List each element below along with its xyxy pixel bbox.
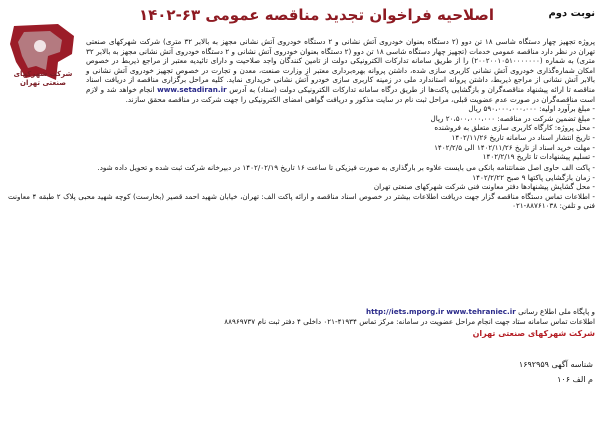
ad-id: شناسه آگهی ۱۶۹۲۹۵۹: [518, 360, 593, 369]
details-list-wide: [8, 163, 595, 211]
intro-end-text: انجام خواهد شد و لازم است مناقصه‌گران در صورت عدم عضویت قبلی، مراحل ثبت نام در سایت مذکور و دریافت گواهی امضای الکترونیکی را جهت شرکت در مناقصه محقق سازند.: [86, 84, 595, 104]
announcement-body: [86, 37, 595, 162]
list-item: - مبلغ تضمین شرکت در مناقصه: ۲۰،۵۰۰،۰۰۰،۰۰۰ ریال: [430, 113, 595, 123]
setadiran-link[interactable]: www.setadiran.ir: [157, 84, 227, 94]
list-item: - اطلاعات تماس دستگاه مناقصه گزار جهت دریافت اطلاعات بیشتر در خصوص اسناد مناقصه و ارائه پاکت الف: تهران، خیابان شهید احمد قصیر (بخارست) کوچه شهید محبی پلاک ۲ طبقه ۴ معاونت فنی و تلفن: ۸۸۷۶۱۰۳۸-۰۲۱: [8, 191, 595, 211]
ad-code: م الف ۱۰۶: [557, 375, 593, 384]
list-item: - محل پروژه: کارگاه کاربری سازی متعلق به فروشنده: [434, 123, 595, 133]
iets-link[interactable]: http://iets.mporg.ir: [365, 307, 445, 316]
announcement-headline: اصلاحیه فراخوان تجدید مناقصه عمومی ۶۳-۱۴۰۲: [138, 6, 495, 24]
company-name: شرکت شهرکهای صنعتی تهران: [472, 329, 595, 338]
list-item: - محل گشایش پیشنهادها دفتر معاونت فنی شرکت شهرکهای صنعتی تهران: [373, 182, 595, 192]
contact-block: [8, 307, 595, 327]
tehraniec-link[interactable]: www.tehraniec.ir: [446, 307, 516, 316]
list-item: - پاکت الف حاوی اصل ضمانتنامه بانکی می بایست علاوه بر بارگذاری به صورت فیزیکی تا ساعت ۱۶ تاریخ ۱۴۰۲/۰۲/۱۹ در دبیرخانه شرکت ثبت شده و تحویل داده شود.: [97, 163, 595, 172]
list-item: - مبلغ برآورد اولیه: ۵۹۰،۰۰۰،۰۰۰،۰۰۰ ریال: [468, 104, 595, 114]
list-item: - مهلت خرید اسناد از تاریخ ۱۴۰۲/۱۱/۲۶ الی ۱۴۰۲/۲/۵: [434, 142, 595, 152]
contact-prefix: و پایگاه ملی اطلاع رسانی: [518, 307, 595, 316]
list-item: - تاریخ انتشار اسناد در سامانه تاریخ ۱۴۰۲/۱۱/۲۶: [451, 132, 595, 142]
intro-paragraph: [86, 37, 595, 104]
intro-text: پروژه تجهیز چهار دستگاه شاسی ۱۸ تن دوو (۲ دستگاه بعنوان خودروی آتش نشانی و ۲ دستگاه خودروی آتش نشانی مجهز به بالابر ۳۲ متری) شرکت شهرکهای صنعتی تهران در نظر دارد مناقصه عمومی خدمات (تجهیز چهار دستگاه شاسی ۱۸ تن دوو (۲ دستگاه بعنوان خودروی آتش نشانی و ۲ دستگاه خودروی آتش نشانی مجهز به بالابر ۳۲ متری) به شماره (۲۰۰۲۰۰۱۰۵۱۰۰۰۰۰۰۰) را از طریق سامانه تدارکات الکترونیکی دولت از تامین کنندگان واجد صلاحیت و دارای تائیدیه معتبر از مراجع ذیربط در خصوص امکان شماره‌گذاری خودروی آتش نشانی کاربری سازی شده، داشتن پروانه بهره‌برداری معتبر از وزارت صنعت، معدن و تجارت در خصوص تجهیز خودروی آتش نشانی و بالابر آتش نشانی از مراجع ذیربط، داشتن پروانه استاندارد ملی در زمینه کاربری سازی خودرو آتش نشانی خریداری نماید. کلیه مراحل برگزاری مناقصه از دریافت اسناد مناقصه تا ارائه پیشنهاد مناقصه‌گران و بازگشایی پاکت‌ها از طریق درگاه سامانه تدارکات الکترونیکی دولت (ستاد) به آدرس: [86, 37, 595, 94]
contact-line-2: اطلاعات تماس سامانه ستاد جهت انجام مراحل عضویت در سامانه: مرکز تماس ۴۱۹۳۴-۰۲۱ داخلی ۴ دفتر ثبت نام ۸۸۹۶۹۷۳۷: [224, 317, 595, 326]
round-label: نوبت دوم: [548, 8, 595, 19]
list-item: - تسلیم پیشنهادات تا تاریخ ۱۴۰۲/۲/۱۹: [482, 152, 595, 162]
details-list: [86, 104, 595, 162]
announcement-body-wide: [8, 163, 595, 211]
logo-text: شرکت شهرکهای صنعتی تهران: [13, 70, 73, 87]
reference-block: [519, 357, 593, 387]
list-item: - زمان بازگشایی پاکتها ۹ صبح ۱۴۰۲/۲/۲۲: [472, 172, 595, 182]
contact-line-1: [8, 307, 595, 317]
